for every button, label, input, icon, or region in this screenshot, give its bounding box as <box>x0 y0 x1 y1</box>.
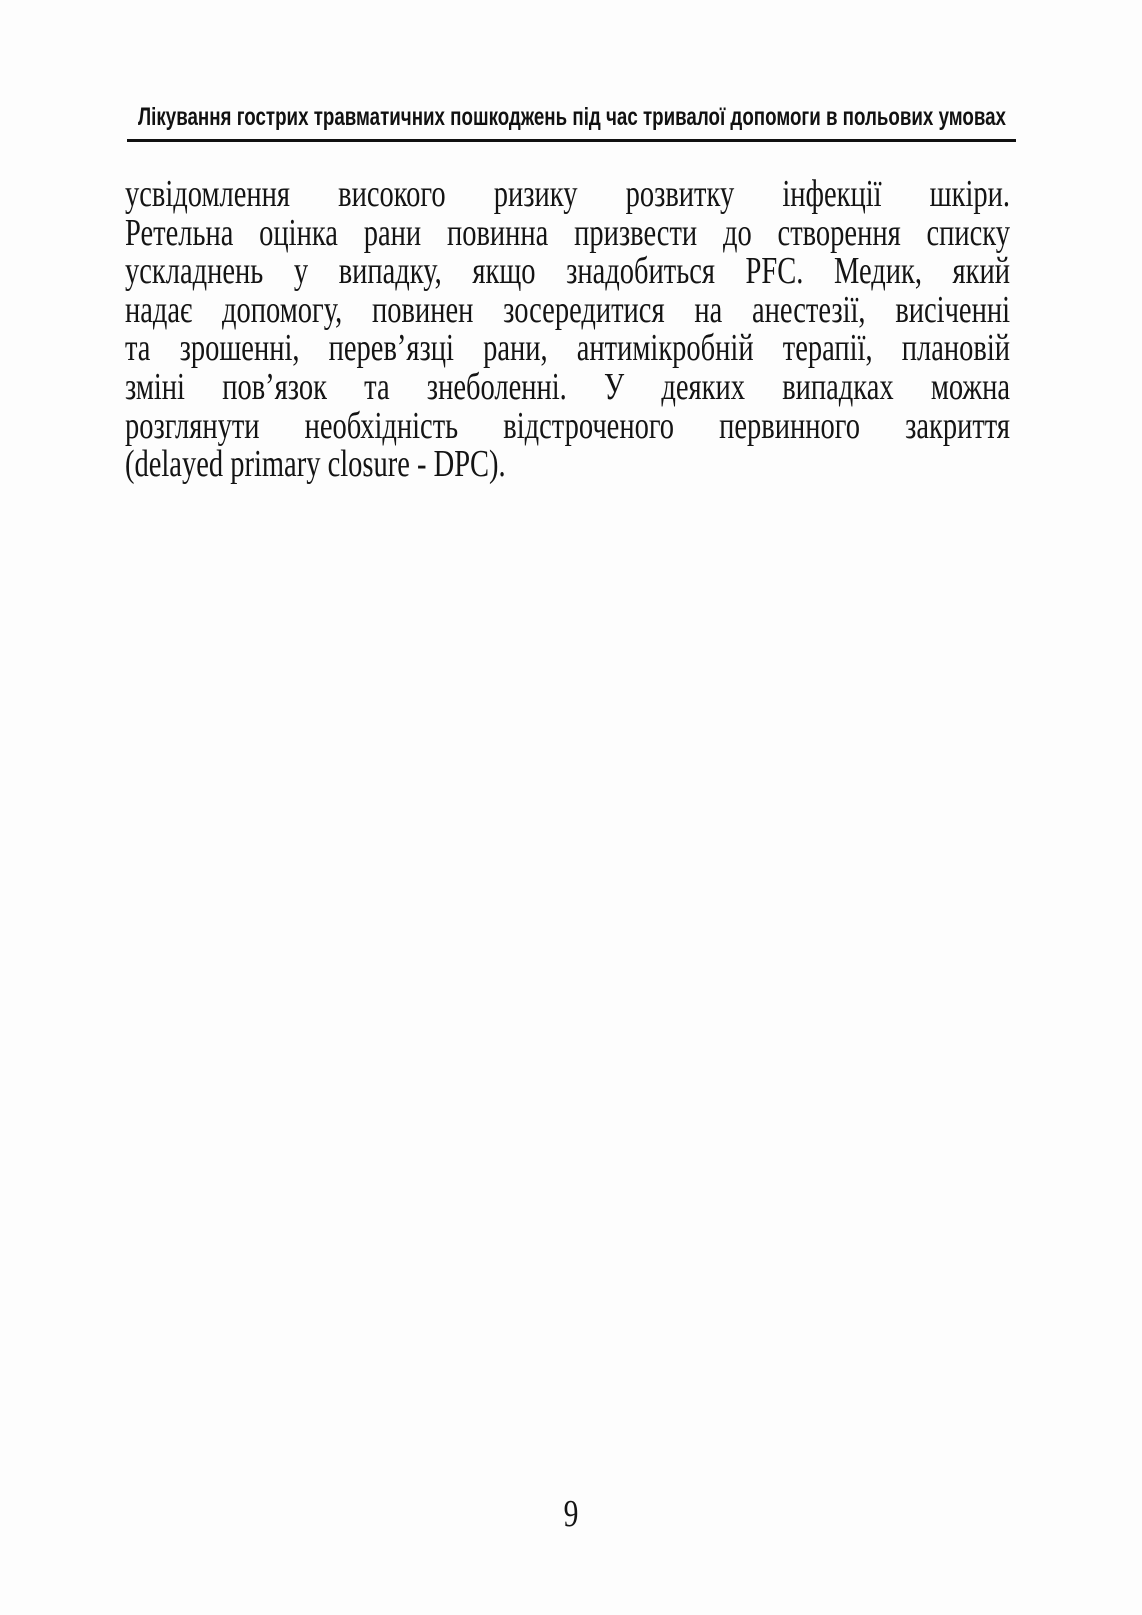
paragraph-line: Ретельна оцінка рани повинна призвести до створення списку <box>125 211 1010 254</box>
paragraph-line: розглянути необхідність відстроченого первинного закриття <box>125 404 1010 447</box>
paragraph-line: та зрошенні, перев’язці рани, антимікробній терапії, плановій <box>125 327 1010 370</box>
paragraph-line: надає допомогу, повинен зосередитися на анестезії, висіченні <box>125 288 1010 331</box>
running-header <box>127 103 1016 135</box>
running-header-title: Лікування гострих травматичних пошкоджень під час тривалої допомоги в польових умовах <box>138 103 1006 131</box>
body-paragraph <box>125 175 1010 484</box>
paragraph-line: зміні пов’язок та знеболенні. У деяких випадках можна <box>125 365 1010 408</box>
header-rule <box>127 139 1016 142</box>
paragraph-line: (delayed primary closure - DPC). <box>125 443 506 486</box>
paragraph-line: усвідомлення високого ризику розвитку інфекції шкіри. <box>125 173 1010 215</box>
paragraph-line: ускладнень у випадку, якщо знадобиться PFC. Медик, який <box>125 250 1010 293</box>
page-number: 9 <box>563 1493 579 1535</box>
